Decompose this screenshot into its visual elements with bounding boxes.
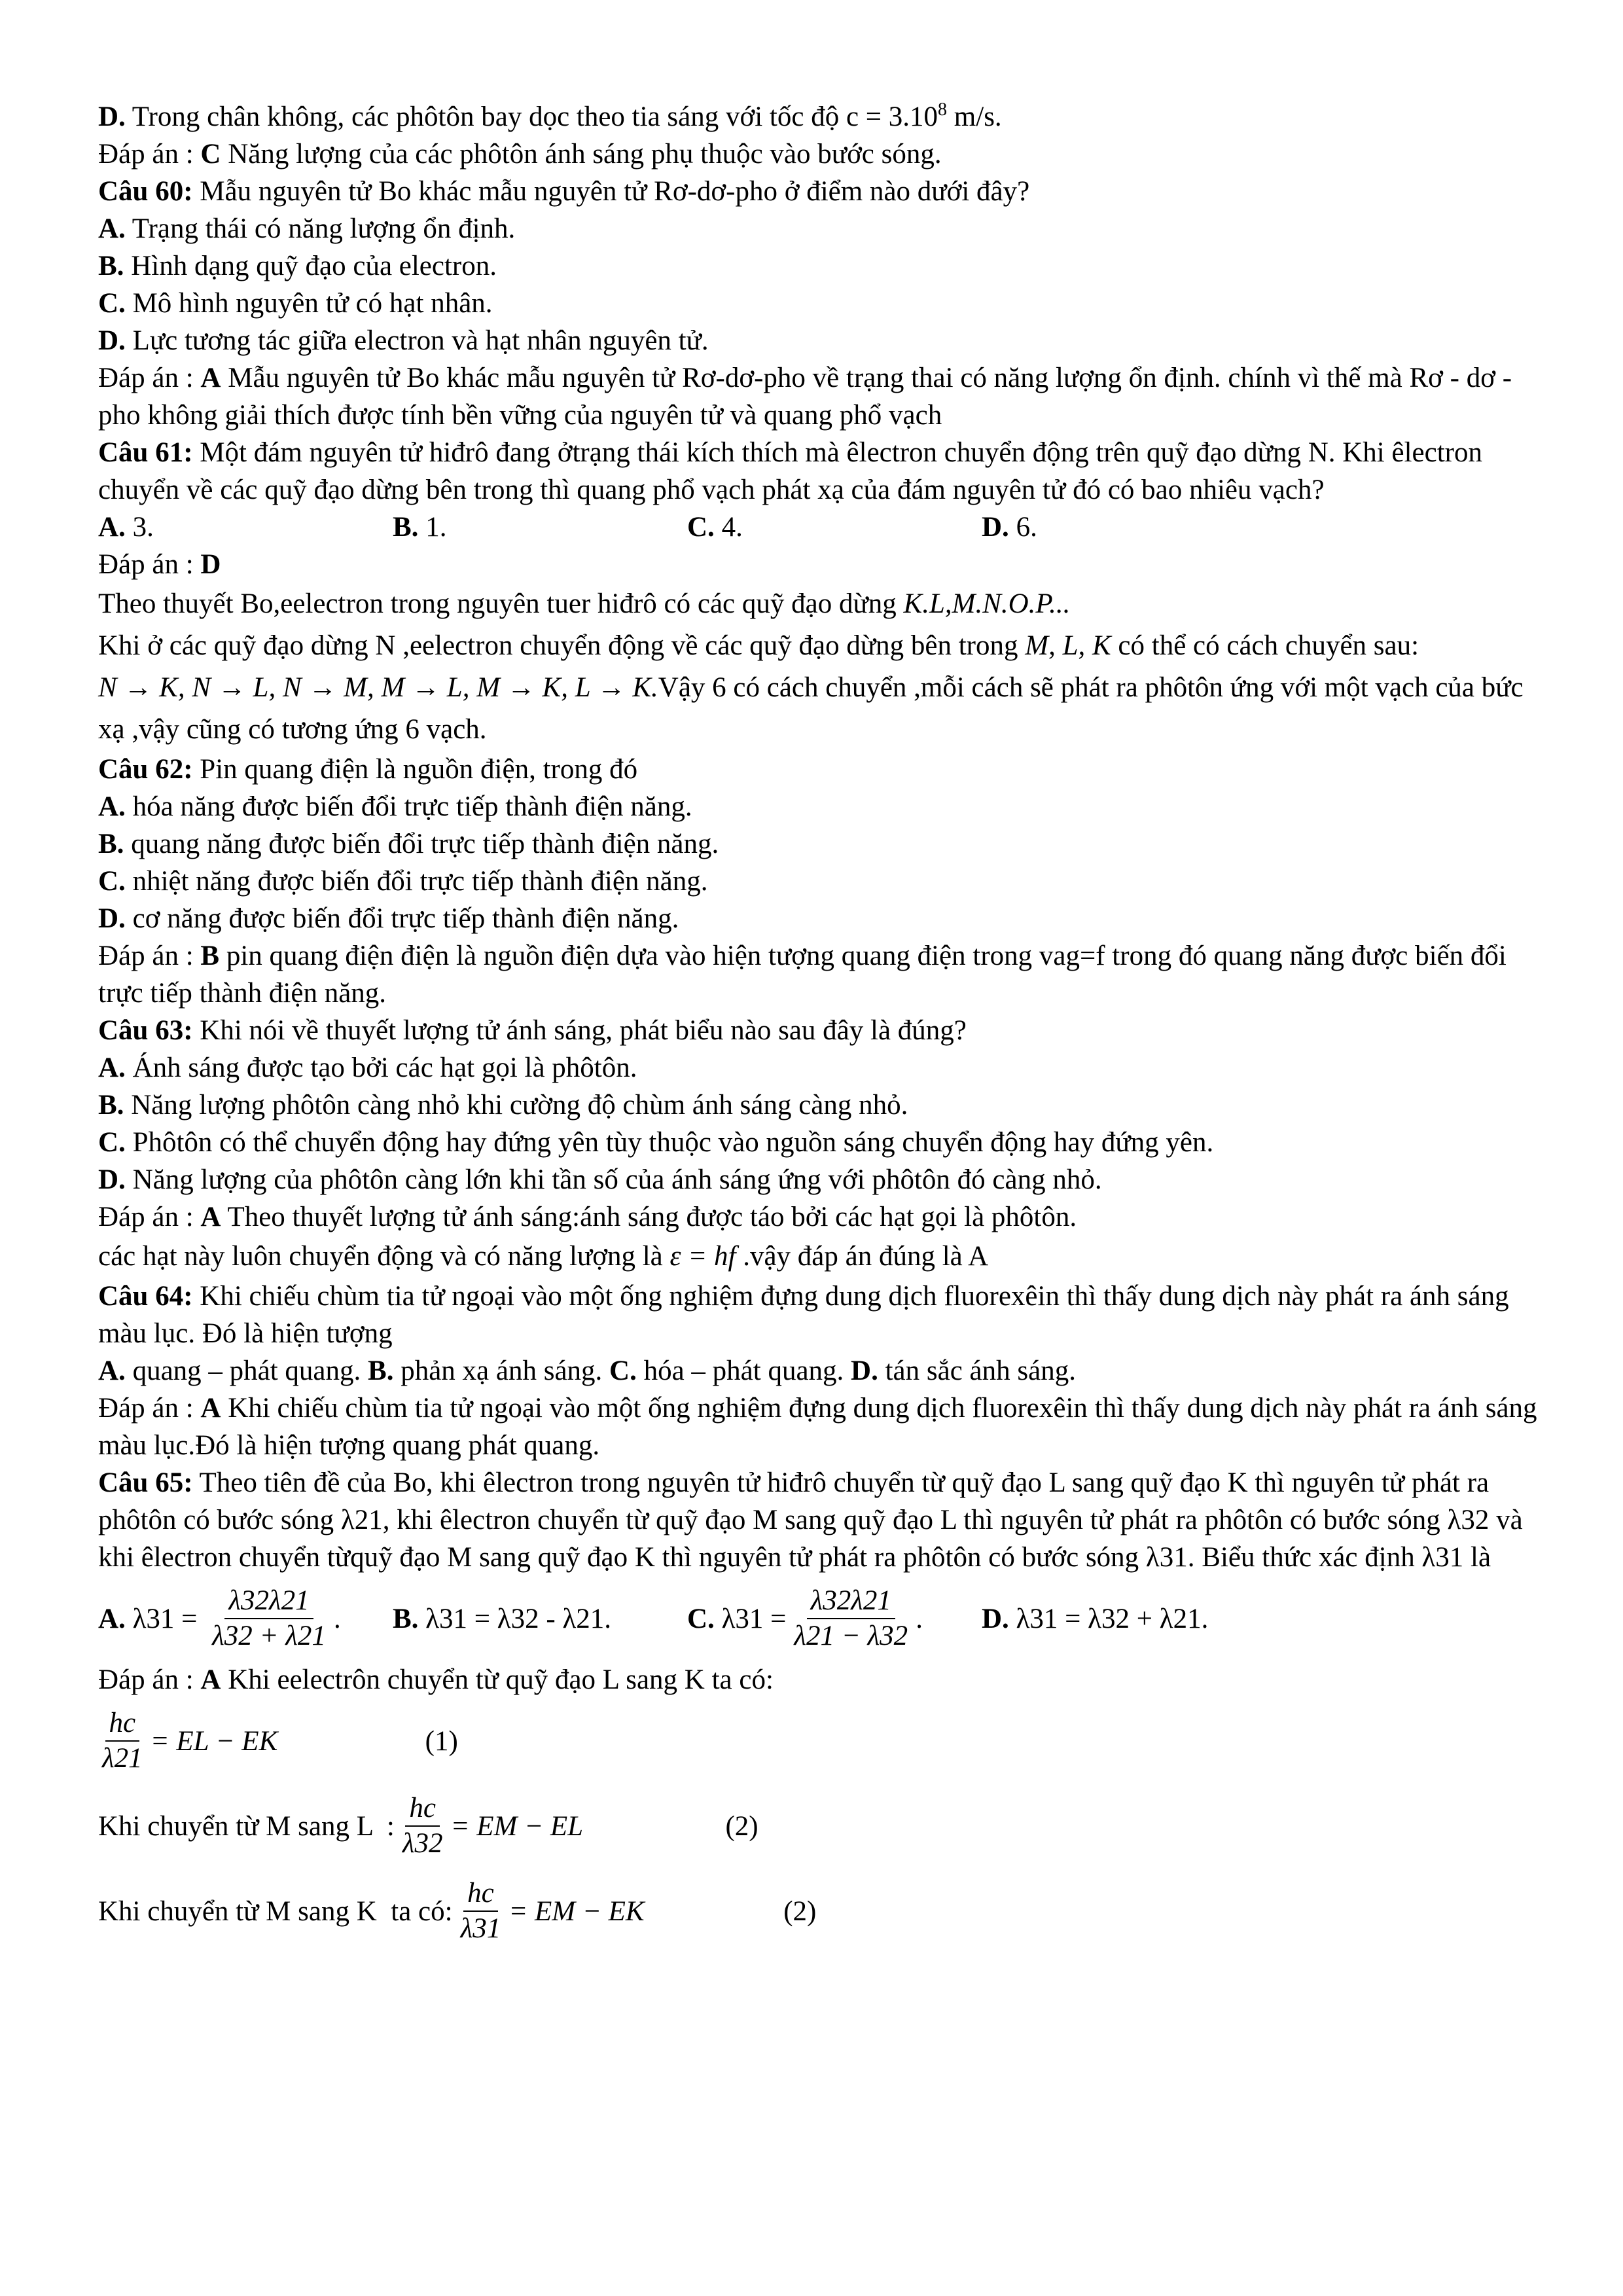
option-label: A. [98, 1603, 126, 1634]
exponent: 8 [938, 99, 948, 120]
option-text: cơ năng được biến đổi trực tiếp thành điện năng. [125, 903, 679, 934]
option-label: A. [98, 1052, 126, 1083]
equation-2 [98, 1784, 1538, 1869]
option-label: D. [98, 903, 126, 934]
fraction [790, 1584, 912, 1653]
option-label: A. [98, 791, 126, 822]
q62-option-a [98, 788, 1538, 825]
option-label: A. [98, 213, 126, 244]
q61-options [98, 509, 1538, 546]
q61-option-c [687, 509, 982, 546]
q60-option-d [98, 322, 1538, 359]
fraction-numerator: λ32λ21 [807, 1584, 895, 1619]
q61-question [98, 434, 1538, 509]
option-label: C. [609, 1355, 637, 1386]
equation-prefix: Khi chuyển từ M sang K ta có: [98, 1895, 453, 1927]
math-expression: K.L,M.N.O.P... [903, 588, 1071, 619]
q59-answer [98, 135, 1538, 173]
option-label: B. [98, 1090, 124, 1121]
q61-option-b [393, 509, 687, 546]
option-text: quang năng được biến đổi trực tiếp thành điện năng. [124, 829, 719, 859]
answer-prefix: Đáp án : [98, 1393, 201, 1424]
option-text: 6. [1008, 512, 1037, 543]
answer-text: Theo thuyết lượng tử ánh sáng:ánh sáng được táo bởi các hạt gọi là phôtôn. [221, 1202, 1077, 1232]
question-text: Mẫu nguyên tử Bo khác mẫu nguyên tử Rơ-dơ-pho ở điểm nào dưới đây? [192, 176, 1030, 207]
option-label: D. [98, 101, 126, 132]
answer-text: Khi chiếu chùm tia tử ngoại vào một ống nghiệm đựng dung dịch fluorexêin thì thấy dung dịch này phát ra ánh sáng màu lục.Đó là hiện tượng quang phát quang. [98, 1393, 1537, 1461]
q63-option-b [98, 1086, 1538, 1124]
explanation-text-tail: có thể có cách chuyển sau: [1111, 630, 1419, 661]
equation-rhs: = EM − EL [450, 1810, 584, 1842]
q65-option-b [393, 1600, 687, 1638]
q64-answer [98, 1390, 1538, 1464]
q64-options [98, 1352, 1538, 1390]
answer-key: D [200, 549, 221, 580]
answer-prefix: Đáp án : [98, 1664, 201, 1695]
question-label: Câu 64: [98, 1281, 193, 1312]
question-label: Câu 61: [98, 437, 193, 468]
q59-option-d [98, 98, 1538, 135]
option-label: B. [98, 251, 124, 281]
option-text: Phôtôn có thể chuyển động hay đứng yên tùy thuộc vào nguồn sáng chuyển động hay đứng yên. [125, 1127, 1214, 1158]
q60-option-b [98, 247, 1538, 285]
q63-option-c [98, 1124, 1538, 1161]
q60-option-c [98, 285, 1538, 322]
fraction-numerator: hc [105, 1706, 140, 1742]
option-label: B. [98, 829, 124, 859]
option-text: hóa năng được biến đổi trực tiếp thành điện năng. [125, 791, 692, 822]
option-text: nhiệt năng được biến đổi trực tiếp thành điện năng. [125, 866, 708, 897]
option-label: D. [98, 1164, 126, 1195]
option-text: Hình dạng quỹ đạo của electron. [124, 251, 497, 281]
fraction-numerator: hc [463, 1876, 498, 1912]
option-text: 3. [125, 512, 154, 543]
q65-option-c: C. λ31 = $\frac{\lambda 32\lambda 21}{\lambda 21 - \lambda 32}$ . [687, 1584, 982, 1653]
answer-key: C [200, 139, 221, 170]
q65-option-d [982, 1600, 1208, 1638]
option-text: Trạng thái có năng lượng ổn định. [125, 213, 516, 244]
q60-option-a [98, 210, 1538, 247]
option-lhs: λ31 = [714, 1603, 787, 1634]
answer-text: Năng lượng của các phôtôn ánh sáng phụ thuộc vào bước sóng. [221, 139, 942, 170]
explanation-text: Khi ở các quỹ đạo dừng N ,eelectron chuyển động về các quỹ đạo dừng bên trong [98, 630, 1026, 661]
equation-3 [98, 1869, 1538, 1954]
option-text: 1. [418, 512, 447, 543]
math-expression: N → K, N → L, N → M, M → L, M → K, L → K. [98, 672, 658, 703]
option-label: B. [393, 512, 419, 543]
answer-key: A [200, 1664, 221, 1695]
option-label: B. [368, 1355, 394, 1386]
document-page [98, 98, 1538, 1954]
explanation-text: Vậy 6 có cách chuyển ,mỗi cách sẽ phát ra phôtôn ứng với một vạch của bức xạ ,vậy cũng có tương ứng 6 vạch. [98, 672, 1524, 745]
option-label: C. [98, 1127, 126, 1158]
option-text: Mô hình nguyên tử có hạt nhân. [125, 288, 493, 319]
fraction-denominator: λ32 [402, 1828, 443, 1859]
equation-1 [98, 1698, 1538, 1784]
option-text: λ31 = λ32 - λ21. [418, 1603, 612, 1634]
question-label: Câu 60: [98, 176, 193, 207]
fraction-numerator: hc [405, 1791, 440, 1827]
option-label: D. [982, 1603, 1009, 1634]
q61-option-d [982, 509, 1037, 546]
option-label: B. [393, 1603, 419, 1634]
equation-prefix: Khi chuyển từ M sang L : [98, 1810, 395, 1842]
q63-option-d [98, 1161, 1538, 1198]
q63-option-a [98, 1049, 1538, 1086]
answer-key: A [200, 1202, 221, 1232]
question-label: Câu 65: [98, 1467, 193, 1498]
option-label: D. [982, 512, 1009, 543]
equation-rhs: = EL − EK [150, 1725, 278, 1757]
q64-question [98, 1278, 1538, 1352]
q63-question [98, 1012, 1538, 1049]
option-label: C. [98, 866, 126, 897]
q61-answer [98, 546, 1538, 583]
option-text: Lực tương tác giữa electron và hạt nhân nguyên tử. [125, 325, 709, 356]
q61-explanation-3 [98, 667, 1538, 751]
q65-options [98, 1576, 1538, 1661]
option-label: A. [98, 1355, 126, 1386]
option-text: Năng lượng của phôtôn càng lớn khi tần số của ánh sáng ứng với phôtôn đó càng nhỏ. [125, 1164, 1102, 1195]
explanation-text-tail: .vậy đáp án đúng là A [736, 1241, 989, 1272]
answer-prefix: Đáp án : [98, 1202, 201, 1232]
answer-prefix: Đáp án : [98, 363, 201, 393]
option-text: Trong chân không, các phôtôn bay dọc theo tia sáng với tốc độ c = 3.10 [125, 101, 938, 132]
option-text: λ31 = λ32 + λ21. [1008, 1603, 1209, 1634]
option-label: A. [98, 512, 126, 543]
option-label: D. [98, 325, 126, 356]
option-label: C. [687, 1603, 715, 1634]
question-label: Câu 63: [98, 1015, 193, 1046]
answer-text: Mẫu nguyên tử Bo khác mẫu nguyên tử Rơ-dơ-pho về trạng thai có năng lượng ổn định. chính vì thế mà Rơ - dơ - pho không giải thích được tính bền vững của nguyên tử và quang phổ vạch [98, 363, 1512, 431]
answer-key: A [200, 363, 221, 393]
fraction-denominator: λ32 + λ21 [212, 1621, 326, 1651]
equation-number: (1) [425, 1725, 458, 1757]
q61-explanation-1 [98, 583, 1538, 625]
option-label: C. [98, 288, 126, 319]
q62-option-b [98, 825, 1538, 863]
q61-option-a [98, 509, 393, 546]
fraction [98, 1706, 147, 1776]
option-text: Ánh sáng được tạo bởi các hạt gọi là phôtôn. [125, 1052, 637, 1083]
option-text: hóa – phát quang. [636, 1355, 851, 1386]
q65-answer [98, 1661, 1538, 1698]
q63-explanation [98, 1236, 1538, 1278]
fraction [399, 1791, 447, 1861]
q62-question [98, 751, 1538, 788]
fraction-numerator: λ32λ21 [224, 1584, 313, 1619]
option-text: quang – phát quang. [125, 1355, 368, 1386]
q60-question [98, 173, 1538, 210]
equation-number: (2) [783, 1895, 817, 1927]
explanation-text: Theo thuyết Bo,eelectron trong nguyên tuer hiđrô có các quỹ đạo dừng [98, 588, 904, 619]
question-text: Theo tiên đề của Bo, khi êlectron trong nguyên tử hiđrô chuyển từ quỹ đạo L sang quỹ đạo K thì nguyên tử phát ra phôtôn có bước sóng λ21, khi êlectron chuyển từ quỹ đạo M sang quỹ đạo L thì nguyên tử phát ra phôtôn có bước sóng λ32 và khi êlectron chuyển từquỹ đạo M sang quỹ đạo K thì nguyên tử phát ra phôtôn có bước sóng λ31. Biểu thức xác định λ31 là [98, 1467, 1523, 1573]
question-text: Khi nói về thuyết lượng tử ánh sáng, phát biểu nào sau đây là đúng? [192, 1015, 967, 1046]
answer-key: B [200, 941, 220, 971]
q65-question [98, 1464, 1538, 1576]
question-text: Pin quang điện là nguồn điện, trong đó [192, 754, 638, 785]
answer-prefix: Đáp án : [98, 941, 201, 971]
answer-text: Khi eelectrôn chuyển từ quỹ đạo L sang K ta có: [221, 1664, 774, 1695]
option-text: phản xạ ánh sáng. [393, 1355, 610, 1386]
option-lhs: λ31 = [125, 1603, 205, 1634]
question-text: Khi chiếu chùm tia tử ngoại vào một ống nghiệm đựng dung dịch fluorexêin thì thấy dung dịch này phát ra ánh sáng màu lục. Đó là hiện tượng [98, 1281, 1509, 1349]
q61-explanation-2 [98, 625, 1538, 667]
fraction [457, 1876, 505, 1946]
answer-prefix: Đáp án : [98, 139, 201, 170]
answer-prefix: Đáp án : [98, 549, 201, 580]
explanation-text: các hạt này luôn chuyển động và có năng lượng là [98, 1241, 670, 1272]
answer-text: pin quang điện điện là nguồn điện dựa vào hiện tượng quang điện trong vag=f trong đó quang năng được biến đổi trực tiếp thành điện năng. [98, 941, 1507, 1009]
fraction-denominator: λ21 − λ32 [794, 1621, 908, 1651]
answer-key: A [200, 1393, 221, 1424]
math-expression: M, L, K [1025, 630, 1111, 661]
q60-answer [98, 359, 1538, 434]
option-text: tán sắc ánh sáng. [878, 1355, 1076, 1386]
q62-answer [98, 937, 1538, 1012]
option-text: 4. [714, 512, 743, 543]
fraction-denominator: λ31 [460, 1913, 501, 1944]
q62-option-c [98, 863, 1538, 900]
q65-option-a: A. λ31 = $\frac{\lambda 32\lambda 21}{\lambda 32 + \lambda 21}$ . [98, 1584, 393, 1653]
option-text: Năng lượng phôtôn càng nhỏ khi cường độ chùm ánh sáng càng nhỏ. [124, 1090, 908, 1121]
fraction-denominator: λ21 [102, 1743, 143, 1774]
fraction [208, 1584, 330, 1653]
question-text: Một đám nguyên tử hiđrô đang ởtrạng thái kích thích mà êlectron chuyển động trên quỹ đạo dừng N. Khi êlectron chuyển về các quỹ đạo dừng bên trong thì quang phổ vạch phát xạ của đám nguyên tử đó có bao nhiêu vạch? [98, 437, 1482, 505]
equation-number: (2) [725, 1810, 758, 1842]
question-label: Câu 62: [98, 754, 193, 785]
q63-answer [98, 1198, 1538, 1236]
equation-rhs: = EM − EK [508, 1895, 645, 1927]
math-expression: ε = hf [669, 1241, 736, 1272]
option-label: C. [687, 512, 715, 543]
option-text-tail: m/s. [947, 101, 1002, 132]
q62-option-d [98, 900, 1538, 937]
option-label: D. [851, 1355, 878, 1386]
